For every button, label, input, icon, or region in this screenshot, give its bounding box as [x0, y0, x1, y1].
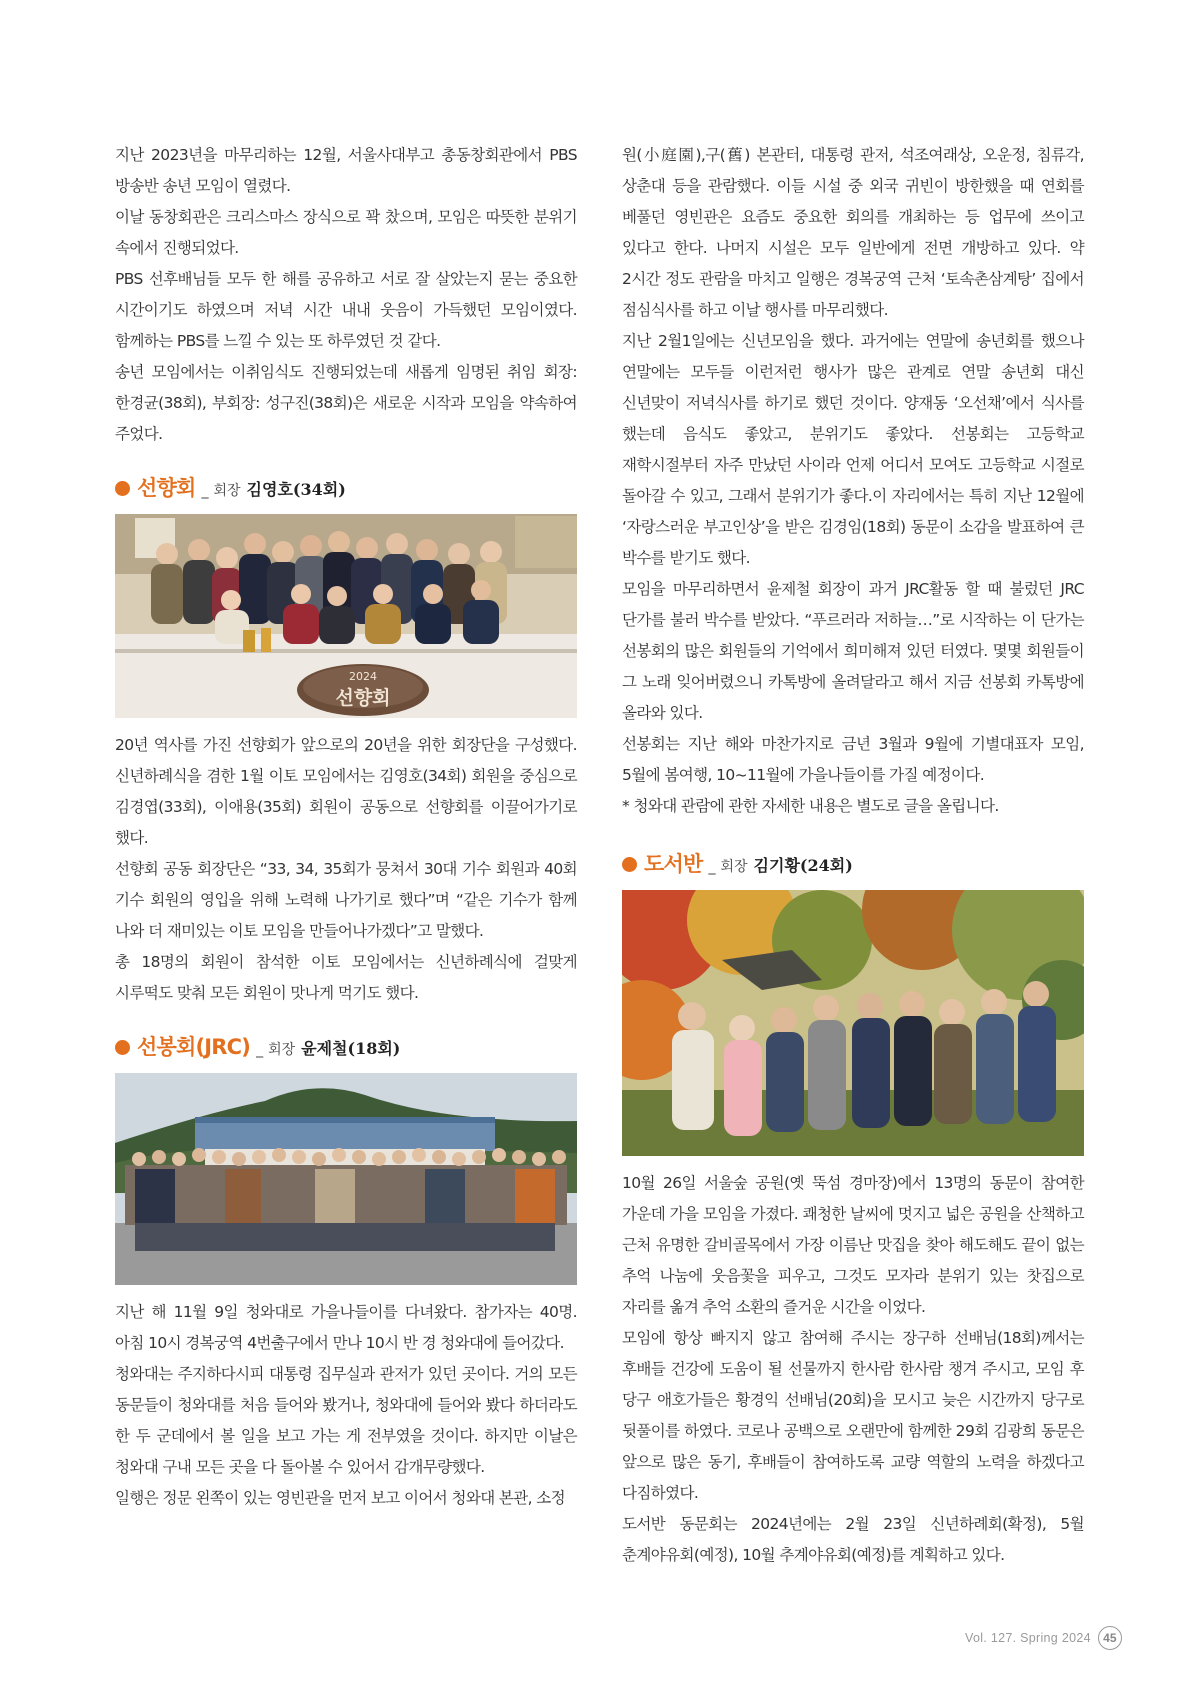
seonbong-note: * 청와대 관람에 관한 자세한 내용은 별도로 글을 올립니다.: [622, 797, 999, 815]
leader-name: 김영호(34회): [246, 480, 346, 499]
doseo-group-photo: [622, 890, 1084, 1156]
seonbong-continuation-4: 선봉회는 지난 해와 마찬가지로 금년 3월과 9월에 기별대표자 모임, 5월에 봄여행, 10~11월에 가을나들이를 가질 예정이다.: [622, 735, 1084, 784]
leader-role: 회장: [720, 859, 748, 875]
seonbong-group-photo: [115, 1073, 577, 1285]
seonbong-continuation-3: 모임을 마무리하면서 윤제철 회장이 과거 JRC활동 할 때 불렀던 JRC 단가를 불러 박수를 받았다. “푸르러라 저하늘…”로 시작하는 이 단가는 선봉회의 많은 회원들의 기억에서 희미해져 있던 터였다. 몇몇 회원들이 그 노래 잊어버렸으니 카톡방에 올려달라고 해서 지금 선봉회 카톡방에 올라와 있다.: [622, 580, 1084, 722]
club-name: 선봉회(JRC): [137, 1035, 251, 1059]
seonbong-paragraph-3: 일행은 정문 왼쪽이 있는 영빈관을 먼저 보고 이어서 청와대 본관, 소정: [115, 1489, 566, 1507]
club-name: 선향회: [137, 476, 196, 500]
cake-club-text: 선향회: [335, 687, 391, 709]
intro-paragraph-3: PBS 선후배님들 모두 한 해를 공유하고 서로 잘 살았는지 묻는 중요한 시간이기도 하였으며 저녁 시간 내내 웃음이 가득했던 모임이였다. 함께하는 PBS를 느낄 수 있는 또 하루였던 것 같다.: [115, 270, 577, 350]
leader-name: 윤제철(18회): [301, 1039, 401, 1058]
leader-name: 김기황(24회): [753, 856, 853, 875]
page-number: 45: [1098, 1626, 1122, 1650]
bullet-dot-icon: [115, 1040, 130, 1055]
bullet-dot-icon: [115, 481, 130, 496]
leader-role: 회장: [213, 483, 241, 499]
intro-paragraph-2: 이날 동창회관은 크리스마스 장식으로 꽉 찼으며, 모임은 따뜻한 분위기 속에서 진행되었다.: [115, 208, 577, 257]
issue-label: Vol. 127. Spring 2024: [965, 1631, 1091, 1645]
doseo-paragraph-3: 도서반 동문회는 2024년에는 2월 23일 신년하례회(확정), 5월 춘계야유회(예정), 10월 추계야유회(예정)를 계획하고 있다.: [622, 1515, 1084, 1564]
club-name: 도서반: [644, 852, 703, 876]
page-footer: [965, 1626, 1122, 1650]
heading-separator: _: [708, 859, 716, 875]
seonbong-continuation-1: 원(小庭園),구(舊) 본관터, 대통령 관저, 석조여래상, 오운정, 침류각, 상춘대 등을 관람했다. 이들 시설 중 외국 귀빈이 방한했을 때 연회를 베풀던 영빈관은 요즘도 중요한 회의를 개최하는 등 업무에 쓰이고 있다고 한다. 나머지 시설은 모두 일반에게 전면 개방하고 있다. 약 2시간 정도 관람을 마치고 일행은 경복궁역 근처 ‘토속촌삼계탕’ 집에서 점심식사를 하고 이날 행사를 마무리했다.: [622, 146, 1084, 319]
leader-role: 회장: [268, 1042, 296, 1058]
seonhyang-group-photo: [115, 514, 577, 718]
right-column: [622, 140, 1084, 1571]
left-column: [115, 140, 577, 1514]
heading-separator: _: [201, 483, 209, 499]
seonhyang-paragraph-1: 20년 역사를 가진 선향회가 앞으로의 20년을 위한 회장단을 구성했다. 신년하례식을 겸한 1월 이토 모임에서는 김영호(34회) 회원을 중심으로 김경엽(33회), 이애용(35회) 회원이 공동으로 선향회를 이끌어가기로 했다.: [115, 736, 577, 847]
bullet-dot-icon: [622, 857, 637, 872]
seonhyang-paragraph-2: 선향회 공동 회장단은 “33, 34, 35회가 뭉쳐서 30대 기수 회원과 40회 기수 회원의 영입을 위해 노력해 나가기로 했다”며 “같은 기수가 함께 나와 더 재미있는 이토 모임을 만들어나가겠다”고 말했다.: [115, 860, 577, 940]
cake-year-text: 2024: [349, 670, 377, 683]
seonbong-continuation-2: 지난 2월1일에는 신년모임을 했다. 과거에는 연말에 송년회를 했으나 연말에는 모두들 이런저런 행사가 많은 관계로 연말 송년회 대신 신년맞이 저녁식사를 하기로 했던 것이다. 양재동 ‘오선채’에서 식사를 했는데 음식도 좋았고, 분위기도 좋았다. 선봉회는 고등학교 재학시절부터 자주 만났던 사이라 언제 어디서 모여도 고등학교 시절로 돌아갈 수 있고, 그래서 분위기가 좋다.이 자리에서는 특히 지난 12월에 ‘자랑스러운 부고인상’을 받은 김경임(18회) 동문이 소감을 발표하여 큰 박수를 받기도 했다.: [622, 332, 1084, 567]
doseo-paragraph-1: 10월 26일 서울숲 공원(옛 뚝섬 경마장)에서 13명의 동문이 참여한 가운데 가을 모임을 가졌다. 쾌청한 날씨에 멋지고 넓은 공원을 산책하고 근처 유명한 갈비골목에서 가장 이름난 맛집을 찾아 해도해도 끝이 없는 추억 나눔에 웃음꽃을 피우고, 그것도 모자라 분위기 있는 찻집으로 자리를 옮겨 추억 소환의 즐거운 시간을 이었다.: [622, 1174, 1084, 1316]
section-heading-seonhyang: [115, 472, 577, 504]
doseo-paragraph-2: 모임에 항상 빠지지 않고 참여해 주시는 장구하 선배님(18회)께서는 후배들 건강에 도움이 될 선물까지 한사람 한사람 챙겨 주시고, 모임 후 당구 애호가들은 황경익 선배님(20회)을 모시고 늦은 시간까지 당구로 뒷풀이를 하였다. 코로나 공백으로 오랜만에 함께한 29회 김광희 동문은 앞으로 많은 동기, 후배들이 참여하도록 교량 역할의 노력을 하겠다고 다짐하였다.: [622, 1329, 1084, 1502]
seonhyang-paragraph-3: 총 18명의 회원이 참석한 이토 모임에서는 신년하례식에 걸맞게 시루떡도 맞춰 모든 회원이 맛나게 먹기도 했다.: [115, 953, 577, 1002]
seonbong-paragraph-2: 청와대는 주지하다시피 대통령 집무실과 관저가 있던 곳이다. 거의 모든 동문들이 청와대를 처음 들어와 봤거나, 청와대에 들어와 봤다 하더라도 한 두 군데에서 볼 일을 보고 가는 게 전부였을 것이다. 하지만 이날은 청와대 구내 모든 곳을 다 돌아볼 수 있어서 감개무량했다.: [115, 1365, 577, 1476]
intro-paragraph-1: 지난 2023년을 마무리하는 12월, 서울사대부고 총동창회관에서 PBS 방송반 송년 모임이 열렸다.: [115, 146, 577, 195]
heading-separator: _: [256, 1042, 264, 1058]
section-heading-seonbong: [115, 1031, 577, 1063]
intro-paragraph-4: 송년 모임에서는 이취임식도 진행되었는데 새롭게 임명된 취임 회장: 한경균(38회), 부회장: 성구진(38회)은 새로운 시작과 모임을 약속하여 주었다.: [115, 363, 577, 443]
section-heading-doseo: [622, 848, 1084, 880]
seonbong-paragraph-1: 지난 해 11월 9일 청와대로 가을나들이를 다녀왔다. 참가자는 40명. 아침 10시 경복궁역 4번출구에서 만나 10시 반 경 청와대에 들어갔다.: [115, 1303, 577, 1352]
